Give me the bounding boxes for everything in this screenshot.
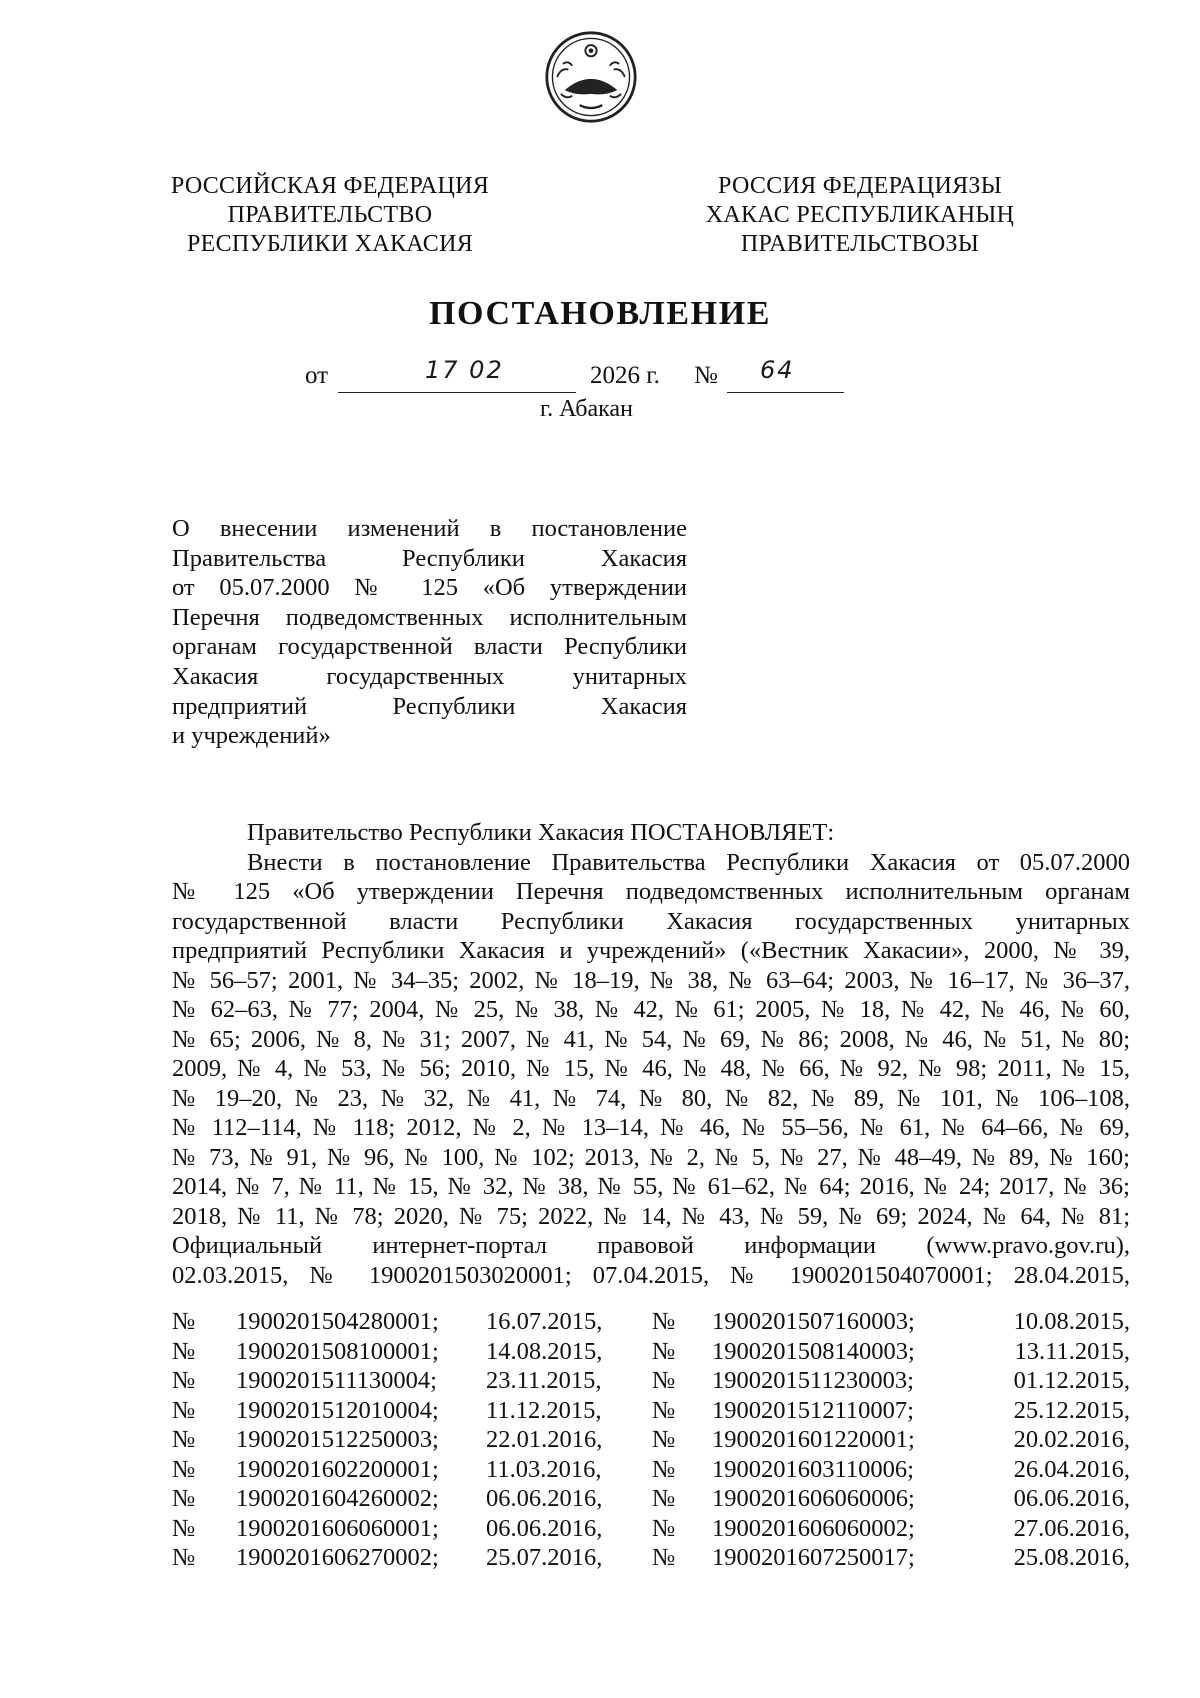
- number-label: №: [694, 362, 718, 389]
- registration-number: 1900201606270002;: [236, 1544, 439, 1571]
- publication-date: 11.12.2015,: [486, 1396, 602, 1424]
- number-sign: №: [652, 1544, 676, 1571]
- publication-date: 25.12.2015,: [1013, 1396, 1130, 1424]
- registration-number: 1900201512250003;: [236, 1426, 439, 1453]
- publication-date: 27.06.2016,: [1013, 1514, 1130, 1542]
- header-right-line: РОССИЯ ФЕДЕРАЦИЯЗЫ: [718, 173, 1002, 199]
- registration-row: [172, 1514, 1130, 1544]
- number-sign: №: [652, 1308, 676, 1335]
- number-sign: №: [652, 1396, 676, 1424]
- handwritten-date: 17 02: [425, 356, 504, 384]
- header-left-line: РОССИЙСКАЯ ФЕДЕРАЦИЯ: [170, 173, 490, 199]
- publication-date: 14.08.2015,: [486, 1337, 603, 1365]
- registration-number: 1900201504280001;: [236, 1308, 439, 1335]
- body-line: государственной власти Республики Хакасия государственных унитарных: [172, 907, 1130, 935]
- registration-row: [172, 1366, 1130, 1396]
- city: г. Абакан: [540, 396, 633, 422]
- year-label: 2026 г.: [590, 362, 660, 389]
- registration-number: 1900201512010004;: [236, 1396, 439, 1424]
- registration-number: 1900201601220001;: [712, 1426, 915, 1453]
- registration-number: 1900201606060001;: [236, 1514, 439, 1542]
- publication-date: 01.12.2015,: [1013, 1367, 1130, 1394]
- registration-number: 1900201512110007;: [712, 1396, 914, 1424]
- body-line: 2009, № 4, № 53, № 56; 2010, № 15, № 46, № 48, № 66, № 92, № 98; 2011, № 15,: [172, 1055, 1130, 1082]
- subject-line: О внесении изменений в постановление: [172, 515, 687, 542]
- subject-line: Хакасия государственных унитарных: [172, 662, 687, 690]
- header-right-line: ХАКАС РЕСПУБЛИКАНЫҢ: [705, 202, 1015, 228]
- subject-line: предприятий Республики Хакасия: [172, 692, 687, 720]
- body-line: 02.03.2015, № 1900201503020001; 07.04.2015, № 1900201504070001; 28.04.2015,: [172, 1261, 1130, 1289]
- registration-number: 1900201508100001;: [236, 1337, 439, 1365]
- header-khakas: [670, 172, 1050, 259]
- document-subject: [172, 514, 687, 751]
- body-line: № 56–57; 2001, № 34–35; 2002, № 18–19, № 38, № 63–64; 2003, № 16–17, № 36–37,: [172, 966, 1130, 994]
- registration-row: [172, 1455, 1130, 1485]
- number-sign: №: [172, 1426, 196, 1453]
- number-sign: №: [652, 1337, 676, 1365]
- number-sign: №: [652, 1485, 676, 1512]
- publication-date: 13.11.2015,: [1014, 1337, 1130, 1365]
- registration-row: [172, 1425, 1130, 1455]
- number-sign: №: [172, 1337, 196, 1365]
- handwritten-number: 64: [760, 356, 795, 384]
- body-line: Официальный интернет-портал правовой информации (www.pravo.gov.ru),: [172, 1232, 1130, 1259]
- from-label: от: [305, 362, 329, 389]
- registration-number: 1900201511130004;: [236, 1367, 437, 1394]
- body-line: № 112–114, № 118; 2012, № 2, № 13–14, № 46, № 55–56, № 61, № 64–66, № 69,: [172, 1114, 1130, 1141]
- header-right-line: ПРАВИТЕЛЬСТВОЗЫ: [740, 231, 980, 257]
- number-sign: №: [172, 1485, 196, 1512]
- header-left-line: ПРАВИТЕЛЬСТВО: [227, 202, 433, 228]
- body-line: № 62–63, № 77; 2004, № 25, № 38, № 42, № 61; 2005, № 18, № 42, № 46, № 60,: [172, 996, 1130, 1023]
- registration-numbers-table: [172, 1307, 1130, 1573]
- number-sign: №: [172, 1396, 196, 1424]
- number-sign: №: [652, 1514, 676, 1542]
- intro-line: Правительство Республики Хакасия ПОСТАНОВЛЯЕТ:: [247, 819, 835, 846]
- publication-date: 25.07.2016,: [486, 1544, 603, 1571]
- number-sign: №: [172, 1455, 196, 1483]
- number-sign: №: [172, 1308, 196, 1335]
- publication-date: 06.06.2016,: [486, 1485, 603, 1512]
- number-sign: №: [172, 1514, 196, 1542]
- subject-line: и учреждений»: [172, 722, 331, 750]
- publication-date: 10.08.2015,: [1013, 1308, 1130, 1335]
- body-line: № 65; 2006, № 8, № 31; 2007, № 41, № 54, № 69, № 86; 2008, № 46, № 51, № 80;: [172, 1025, 1130, 1053]
- publication-date: 25.08.2016,: [1013, 1544, 1130, 1571]
- registration-row: [172, 1484, 1130, 1514]
- publication-date: 06.06.2016,: [1013, 1485, 1130, 1512]
- header-russian: [130, 172, 530, 259]
- publication-date: 22.01.2016,: [486, 1426, 603, 1453]
- body-line: Внести в постановление Правительства Республики Хакасия от 05.07.2000: [247, 848, 1130, 876]
- publication-date: 26.04.2016,: [1013, 1455, 1130, 1483]
- registration-number: 1900201508140003;: [712, 1337, 915, 1365]
- subject-line: органам государственной власти Республики: [172, 633, 687, 661]
- document-title: ПОСТАНОВЛЕНИЕ: [428, 295, 772, 332]
- number-sign: №: [652, 1367, 676, 1394]
- registration-number: 1900201602200001;: [236, 1455, 439, 1483]
- coat-of-arms-icon: [544, 30, 638, 124]
- registration-number: 1900201507160003;: [712, 1308, 915, 1335]
- registration-number: 1900201603110006;: [712, 1455, 914, 1483]
- registration-number: 1900201606060002;: [712, 1514, 915, 1542]
- body-line: 2014, № 7, № 11, № 15, № 32, № 38, № 55, № 61–62, № 64; 2016, № 24; 2017, № 36;: [172, 1173, 1130, 1200]
- registration-row: [172, 1307, 1130, 1337]
- registration-row: [172, 1337, 1130, 1367]
- subject-line: Перечня подведомственных исполнительным: [172, 603, 687, 631]
- subject-line: от 05.07.2000 № 125 «Об утверждении: [172, 574, 687, 602]
- publication-date: 11.03.2016,: [486, 1455, 602, 1483]
- publication-date: 23.11.2015,: [486, 1367, 602, 1394]
- registration-row: [172, 1543, 1130, 1573]
- publication-date: 16.07.2015,: [486, 1308, 603, 1335]
- body-line: № 125 «Об утверждении Перечня подведомственных исполнительным органам: [172, 878, 1130, 905]
- body-line: № 73, № 91, № 96, № 100, № 102; 2013, № 2, № 5, № 27, № 48–49, № 89, № 160;: [172, 1143, 1130, 1171]
- body-line: 2018, № 11, № 78; 2020, № 75; 2022, № 14, № 43, № 59, № 69; 2024, № 64, № 81;: [172, 1202, 1130, 1230]
- publication-date: 20.02.2016,: [1013, 1426, 1130, 1453]
- resolution-body: [172, 818, 1130, 1290]
- registration-number: 1900201607250017;: [712, 1544, 915, 1571]
- number-sign: №: [652, 1455, 676, 1483]
- registration-number: 1900201604260002;: [236, 1485, 439, 1512]
- number-sign: №: [172, 1544, 196, 1571]
- registration-number: 1900201511230003;: [712, 1367, 914, 1394]
- registration-number: 1900201606060006;: [712, 1485, 915, 1512]
- subject-line: Правительства Республики Хакасия: [172, 544, 687, 572]
- number-sign: №: [172, 1367, 196, 1394]
- header-left-line: РЕСПУБЛИКИ ХАКАСИЯ: [186, 231, 474, 257]
- publication-date: 06.06.2016,: [486, 1514, 603, 1542]
- registration-row: [172, 1396, 1130, 1426]
- body-line: № 19–20, № 23, № 32, № 41, № 74, № 80, № 82, № 89, № 101, № 106–108,: [172, 1084, 1130, 1112]
- number-sign: №: [652, 1426, 676, 1453]
- body-line: предприятий Республики Хакасия и учреждений» («Вестник Хакасии», 2000, № 39,: [172, 937, 1130, 964]
